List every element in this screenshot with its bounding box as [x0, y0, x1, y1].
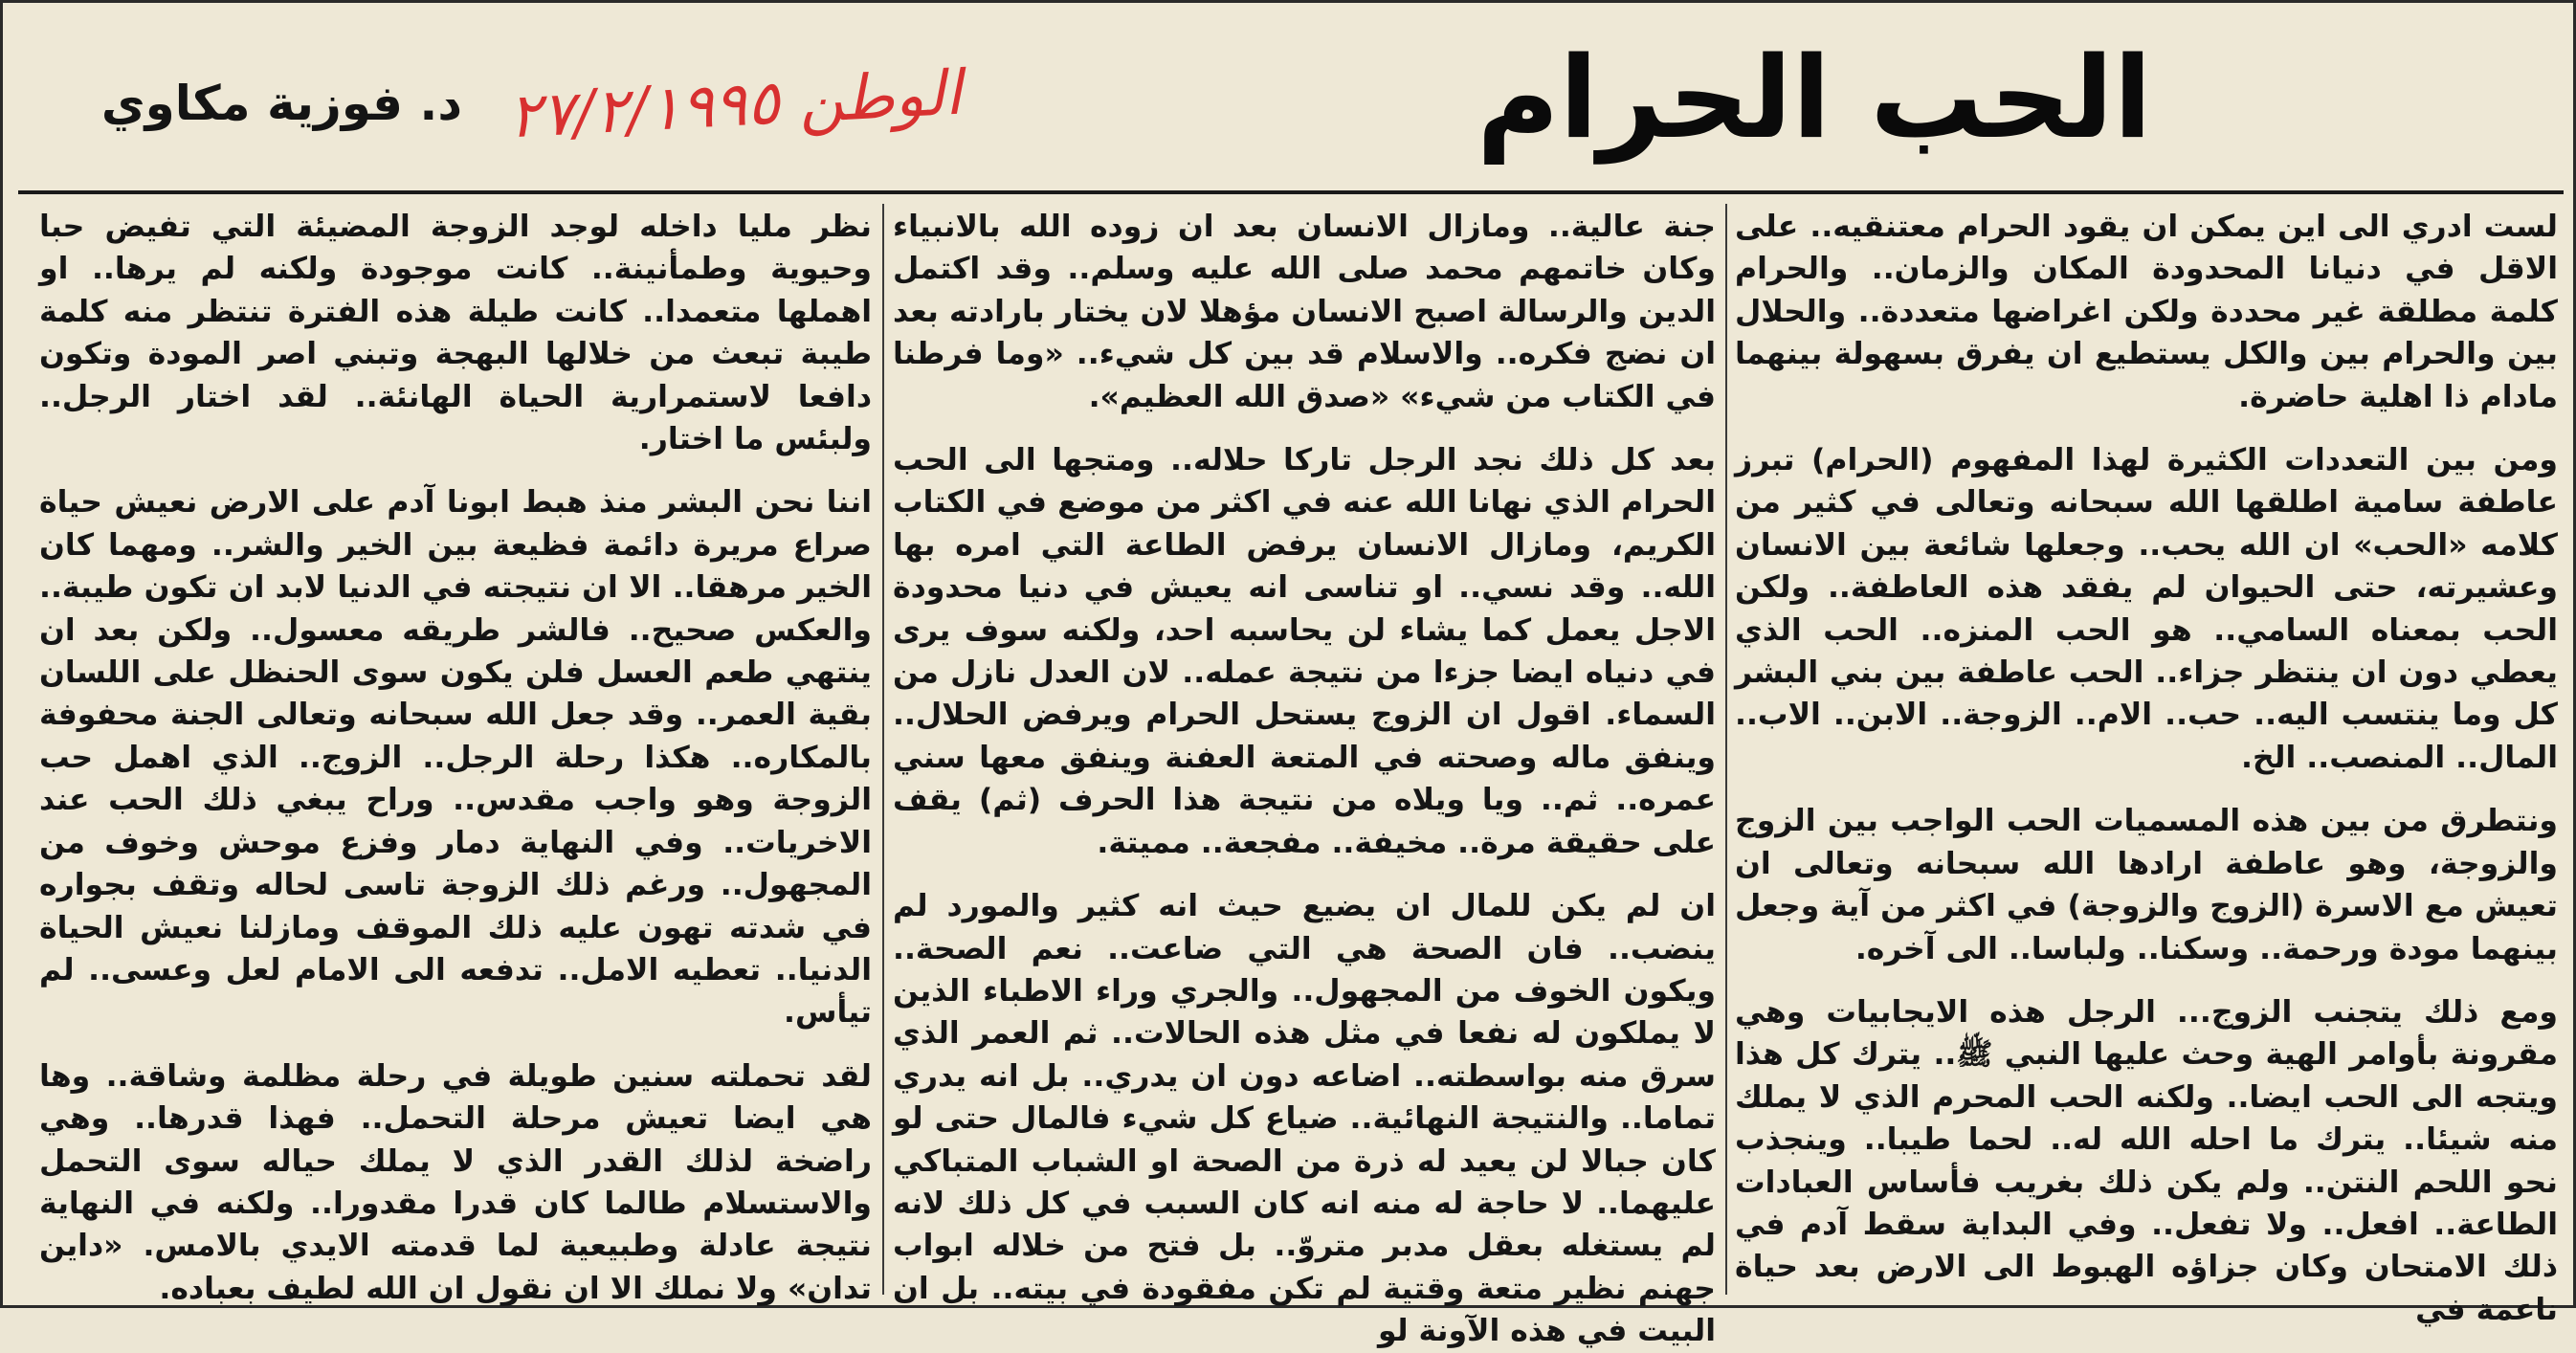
- article-column-middle: [893, 206, 1716, 1349]
- handwritten-date-note: الوطن ٢٧/٢/١٩٩٥: [506, 57, 964, 153]
- paragraph: ومن بين التعددات الكثيرة لهذا المفهوم (الحرام) تبرز عاطفة سامية اطلقها الله سبحانه وتعالى في كثير من كلامه «الحب» ان الله يحب.. وجعلها شائعة بين الانسان وعشيرته، حتى الحيوان لم يفقد هذه العاطفة.. ولكن الحب بمعناه السامي.. هو الحب المنزه.. الحب الذي يعطي دون ان ينتظر جزاء.. الحب عاطفة بين بني البشر كل وما ينتسب اليه.. حب.. الام.. الزوجة.. الابن.. الاب.. المال.. المنصب.. الخ.: [1735, 443, 2558, 775]
- paragraph: نظر مليا داخله لوجد الزوجة المضيئة التي تفيض حبا وحيوية وطمأنينة.. كانت موجودة ولكنه لم يرها.. او اهملها متعمدا.. كانت طيلة هذه الفترة تنتظر منه كلمة طيبة تبعث من خلالها البهجة وتبني اصر المودة وتكون دافعا لاستمرارية الحياة الهانئة.. لقد اختار الرجل.. ولبئس ما اختار.: [39, 210, 872, 457]
- column-divider-left: [882, 204, 884, 1295]
- header-rule: [18, 190, 2564, 194]
- paragraph: جنة عالية.. ومازال الانسان بعد ان زوده الله بالانبياء وكان خاتمهم محمد صلى الله عليه وسلم.. وقد اكتمل الدين والرسالة اصبح الانسان مؤهلا لان يختار بارادته بعد ان نضج فكره.. والاسلام قد بين كل شيء.. «وما فرطنا في الكتاب من شيء» «صدق الله العظيم».: [893, 210, 1716, 414]
- paragraph: ونتطرق من بين هذه المسميات الحب الواجب بين الزوج والزوجة، وهو عاطفة ارادها الله سبحانه وتعالى ان تعيش مع الاسرة (الزوج والزوجة) في اكثر من آية وجعل بينهما مودة ورحمة.. وسكنا.. ولباسا.. الى آخره.: [1735, 804, 2558, 966]
- paragraph: ان لم يكن للمال ان يضيع حيث انه كثير والمورد لم ينضب.. فان الصحة هي التي ضاعت.. نعم الصحة.. ويكون الخوف من المجهول.. والجري وراء الاطباء الذين لا يملكون له نفعا في مثل هذه الحالات.. ثم العمر الذي سرق منه بواسطته.. اضاعه دون ان يدري.. بل انه يدري تماما.. والنتيجة النهائية.. ضياع كل شيء فالمال حتى لو كان جبالا لن يعيد له ذرة من الصحة او الشباب المتباكي عليهما.. لا حاجة له منه انه كان السبب في كل ذلك لانه لم يستغله بعقل مدبر متروّ.. بل فتح من خلاله ابواب جهنم نظير متعة وقتية لم تكن مفقودة في بيته.. بل ان البيت في هذه الآونة لو: [893, 889, 1716, 1349]
- headline: الحب الحرام: [1477, 32, 2152, 164]
- article-column-right: [1735, 206, 2558, 1327]
- author-byline: د. فوزية مكاوي: [100, 76, 462, 131]
- paragraph: ومع ذلك يتجنب الزوج... الرجل هذه الايجابيات وهي مقرونة بأوامر الهية وحث عليها النبي ﷺ.. يترك كل هذا ويتجه الى الحب ايضا.. ولكنه الحب المحرم الذي لا يملك منه شيئا.. يترك ما احله الله له.. لحما طيبا.. وينجذب نحو اللحم النتن.. ولم يكن ذلك بغريب فأساس العبادات الطاعة.. افعل.. ولا تفعل.. وفي البداية سقط آدم في ذلك الامتحان وكان جزاؤه الهبوط الى الارض بعد حياة ناعمة في: [1735, 994, 2558, 1327]
- article-column-left: [39, 206, 872, 1306]
- paragraph: لست ادري الى اين يمكن ان يقود الحرام معتنقيه.. على الاقل في دنيانا المحدودة المكان والزمان.. والحرام كلمة مطلقة غير محددة ولكن اغراضها متعددة.. والحلال بين والحرام بين والكل يستطيع ان يفرق بسهولة بينهما مادام ذا اهلية حاضرة.: [1735, 210, 2558, 414]
- paragraph: اننا نحن البشر منذ هبط ابونا آدم على الارض نعيش حياة صراع مريرة دائمة فظيعة بين الخير والشر.. ومهما كان الخير مرهقا.. الا ان نتيجته في الدنيا لابد ان تكون طيبة.. والعكس صحيح.. فالشر طريقه معسول.. ولكن بعد ان ينتهي طعم العسل فلن يكون سوى الحنظل على اللسان بقية العمر.. وقد جعل الله سبحانه وتعالى الجنة محفوفة بالمكاره.. هكذا رحلة الرجل.. الزوج.. الذي اهمل حب الزوجة وهو واجب مقدس.. وراح يبغي ذلك الحب عند الاخريات.. وفي النهاية دمار وفزع موحش وخوف من المجهول.. ورغم ذلك الزوجة تاسى لحاله وتقف بجواره في شدته تهون عليه ذلك الموقف ومازلنا نعيش الحياة الدنيا.. تعطيه الامل.. تدفعه الى الامام لعل وعسى.. لم تيأس.: [39, 485, 872, 1031]
- paragraph: بعد كل ذلك نجد الرجل تاركا حلاله.. ومتجها الى الحب الحرام الذي نهانا الله عنه في اكثر من موضع في الكتاب الكريم، ومازال الانسان يرفض الطاعة التي امره بها الله.. وقد نسي.. او تناسى انه يعيش في دنيا محدودة الاجل يعمل كما يشاء لن يحاسبه احد، ولكنه سوف يرى في دنياه ايضا جزءا من نتيجة عمله.. لان العدل نازل من السماء. اقول ان الزوج يستحل الحرام ويرفض الحلال.. وينفق ماله وصحته في المتعة العفنة وينفق معها سني عمره.. ثم.. ويا ويلاه من نتيجة هذا الحرف (ثم) يقف على حقيقة مرة.. مخيفة.. مفجعة.. مميتة.: [893, 443, 1716, 860]
- paragraph: لقد تحملته سنين طويلة في رحلة مظلمة وشاقة.. وها هي ايضا تعيش مرحلة التحمل.. فهذا قدرها.. وهي راضخة لذلك القدر الذي لا يملك حياله سوى التحمل والاستسلام طالما كان قدرا مقدورا.. ولكنه في النهاية نتيجة عادلة وطبيعية لما قدمته الايدي بالامس. «داين تدان» ولا نملك الا ان نقول ان الله لطيف بعباده.: [39, 1058, 872, 1306]
- column-divider-right: [1725, 204, 1727, 1295]
